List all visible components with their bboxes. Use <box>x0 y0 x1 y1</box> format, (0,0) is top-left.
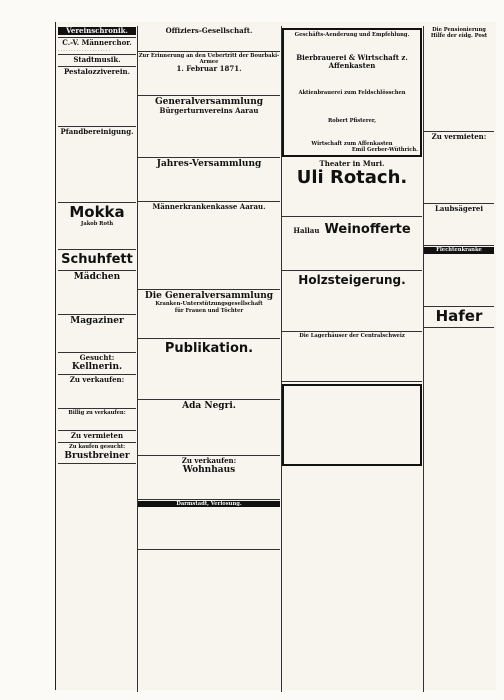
column-4 <box>424 26 494 694</box>
ad-body <box>58 136 136 200</box>
ad-erinnerung: Zur Erinnerung an den Uebertritt der Bourbaki-Armee 1. Februar 1871. <box>138 52 280 96</box>
ad-weinofferte: Hallau Weinofferte <box>282 217 422 271</box>
ad-vereinschronik: Vereinschronik. <box>58 26 136 38</box>
ad-krankenkasse: Männerkrankenkasse Aarau. <box>138 202 280 290</box>
ad-vermieten: Zu vermieten: <box>424 132 494 204</box>
ad-body <box>282 289 422 329</box>
ad-wohnhaus: Zu verkaufen: Wohnhaus <box>138 456 280 500</box>
ad-body <box>138 475 280 497</box>
column-3 <box>282 26 422 694</box>
ad-laubsaegerei: Laubsägerei <box>424 204 494 246</box>
ad-publikation: Publikation. <box>138 339 280 400</box>
ad-zu-kaufen: Zu kaufen gesucht: Brustbreiner <box>58 443 136 463</box>
ad-body <box>138 73 280 93</box>
ad-mokka: Mokka Jakob Roth <box>58 203 136 250</box>
ad-body <box>138 169 280 199</box>
ad-zu-verkaufen: Zu verkaufen: <box>58 375 136 409</box>
ad-magaziner: Magaziner <box>58 315 136 353</box>
ad-body <box>286 96 418 118</box>
ad-body <box>424 39 494 129</box>
ad-billig: Billig zu verkaufen: <box>58 409 136 431</box>
ad-schuhfett: Schuhfett <box>58 250 136 271</box>
column-1 <box>58 26 136 694</box>
ad-maedchen: Mädchen <box>58 271 136 315</box>
ad-body <box>138 211 280 287</box>
ad-pfandbereinigung: Pfandbereinigung. <box>58 127 136 203</box>
ad-stadtmusik: Stadtmusik. <box>58 55 136 67</box>
ad-zu-vermieten: Zu vermieten <box>58 431 136 443</box>
ad-gesucht: Gesucht: Kellnerin. <box>58 353 136 375</box>
ad-body <box>58 326 136 350</box>
ad-theater: Theater in Muri. Uli Rotach. <box>282 159 422 217</box>
ad-body <box>138 115 280 155</box>
ad-flechtenkranke: Flechtenkranke <box>424 246 494 306</box>
ad-body <box>282 339 422 379</box>
ad-body <box>58 76 136 124</box>
ad-body <box>138 314 280 336</box>
ad-pestalozziverein: Pestalozziverein. <box>58 67 136 127</box>
ad-holzsteigerung: Holzsteigerung. <box>282 271 422 332</box>
ad-body <box>424 213 494 243</box>
ad-kranken-unterstuetzung: Die Generalversammlung Kranken-Unterstützungsgesellschaft für Frauen und Töchter <box>138 290 280 338</box>
ad-darmstadt: Darmstadt, Verlosung. <box>138 500 280 550</box>
ad-maennerchor: C.-V. Männerchor. . . . . . . . . . . . . . . . . . . . . <box>58 38 136 55</box>
ad-jahresversammlung: Jahres-Versammlung <box>138 158 280 202</box>
ad-ada-negri: Ada Negri. <box>138 400 280 456</box>
ad-body <box>424 254 494 304</box>
ad-body: . . . . . . . . . . . . . . . . . . . . <box>58 47 110 52</box>
ad-body <box>58 416 136 428</box>
ad-body <box>286 38 418 54</box>
ad-body <box>58 384 136 406</box>
ad-body <box>286 125 418 141</box>
ad-body <box>58 227 136 247</box>
ad-body <box>282 188 422 214</box>
column-2 <box>138 26 280 694</box>
ad-body <box>138 35 280 49</box>
ad-affenkasten: Geschäfts-Aenderung und Empfehlung. Bierbrauerei & Wirtschaft z. Affenkasten Aktienbrauerei zum Feldschlösschen Robert Pfisterer, Wirtschaft zum Affenkasten Emil Gerber-Wüthrich. <box>282 28 422 157</box>
ad-generalversammlung: Generalversammlung Bürgerturnvereins Aarau <box>138 96 280 158</box>
ad-lagerhaus: Die Lagerhäuser der Centralschweiz <box>282 332 422 382</box>
ad-body <box>424 141 494 201</box>
ad-body <box>138 357 280 397</box>
ad-body <box>58 282 136 312</box>
ad-body <box>138 411 280 453</box>
ad-hafer: Hafer <box>424 307 494 328</box>
ad-pensionierung: Die Pensionierung Hilfe der eidg. Post <box>424 26 494 132</box>
ad-framed-bottom <box>282 384 422 466</box>
ad-offiziers: Offiziers-Gesellschaft. <box>138 26 280 52</box>
ad-body <box>286 70 418 90</box>
ad-body <box>138 507 280 547</box>
ad-body <box>282 238 422 268</box>
